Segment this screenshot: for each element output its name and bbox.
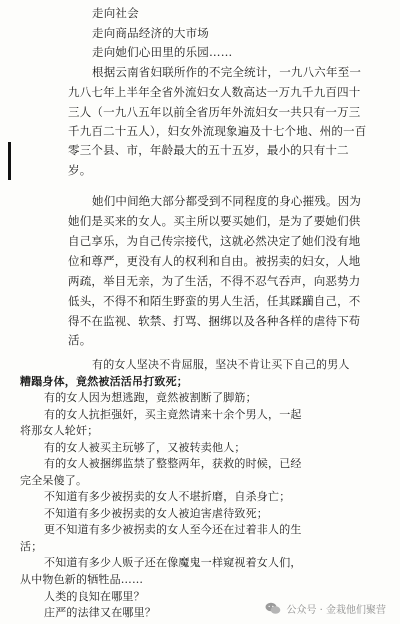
paragraph-2-line: 活。: [68, 333, 92, 347]
paragraph-2-line: 低头，不得不和陌生野蛮的男人生活，任其蹂躏自己，不: [68, 294, 361, 308]
paragraph-3-line: 人类的良知在哪里？: [44, 589, 145, 603]
paragraph-1-line: 岁。: [68, 163, 92, 177]
paragraph-3-line: 完全呆傻了。: [20, 473, 88, 487]
paragraph-1-line: 零三个县、市，年龄最大的五十五岁，最小的只有十二: [68, 143, 349, 157]
paragraph-2-line: 得不在监视、软禁、打骂、捆绑以及各种各样的虐待下苟: [68, 314, 361, 328]
paragraph-3-line: 庄严的法律又在哪里？: [44, 606, 156, 619]
paragraph-2-line: 她们中间绝大部分都受到不同程度的身心摧残。因为: [92, 194, 362, 208]
paragraph-3-line: 有的女人抗拒强奸，买主竟然请来十余个男人，一起: [44, 407, 302, 421]
heading-line: 走向社会: [92, 6, 139, 20]
paragraph-1-line: 九八七年上半年全省外流妇女人数高达一万九千九百四十: [68, 85, 361, 99]
paragraph-3-line: 将那女人轮奸；: [20, 424, 99, 438]
paragraph-1-line: 三人（一九八五年以前全省历年外流妇女一共只有一万三: [68, 105, 361, 119]
paragraph-3-line: 不知道有多少人贩子还在像魔鬼一样窥视着女人们，: [44, 556, 302, 570]
watermark: [265, 601, 386, 616]
paragraph-3-line: 不知道有多少被拐卖的女人不堪折磨，自杀身亡；: [44, 490, 291, 504]
paragraph-3-line: 不知道有多少被拐卖的女人被迫害虐待致死；: [44, 506, 268, 520]
heading-line: 走向她们心田里的乐园……: [92, 45, 233, 59]
paragraph-2-line: 她们是买来的女人。买主所以要买她们，是为了要她们供: [68, 214, 361, 228]
paragraph-3-line: 有的女人被捆绑监禁了整整两年，获救的时候，已经: [44, 457, 302, 471]
paragraph-3-line: 有的女人坚决不肯屈服，坚决不肯让买下自己的男人: [92, 358, 350, 371]
paragraph-2-line: 位和尊严，更没有人的权利和自由。被拐卖的妇女，人地: [68, 254, 361, 268]
paragraph-3-line: 糟蹋身体，竟然被活活吊打致死；: [20, 374, 188, 388]
watermark-text: 公众号 · 金栽他们聚营: [286, 605, 386, 616]
paragraph-3-line: 从中物色新的牺牲品……: [20, 572, 144, 586]
paragraph-2-line: 自己享乐，为自己传宗接代，这就必然决定了她们没有地: [68, 234, 361, 248]
heading-line: 走向商品经济的大市场: [92, 26, 209, 40]
paragraph-1-line: 根据云南省妇联所作的不完全统计，一九八六年至一: [92, 65, 362, 79]
paragraph-2-line: 两疏，举目无亲，为了生活，不得不忍气吞声，向恶势力: [68, 274, 361, 288]
paragraph-3-line: 有的女人因为想逃跑，竟然被割断了脚筋；: [44, 391, 257, 405]
paragraph-1-line: 千九百二十五人），妇女外流现象遍及十七个地、州的一百: [68, 124, 367, 138]
wechat-icon: [265, 602, 281, 615]
scan-margin-mark: [8, 142, 11, 180]
paragraph-3-line: 有的女人被买主玩够了，又被转卖他人；: [44, 440, 246, 454]
paragraph-3-line: 活；: [20, 539, 43, 553]
paragraph-3-line: 更不知道有多少被拐卖的女人至今还在过着非人的生: [44, 523, 302, 537]
